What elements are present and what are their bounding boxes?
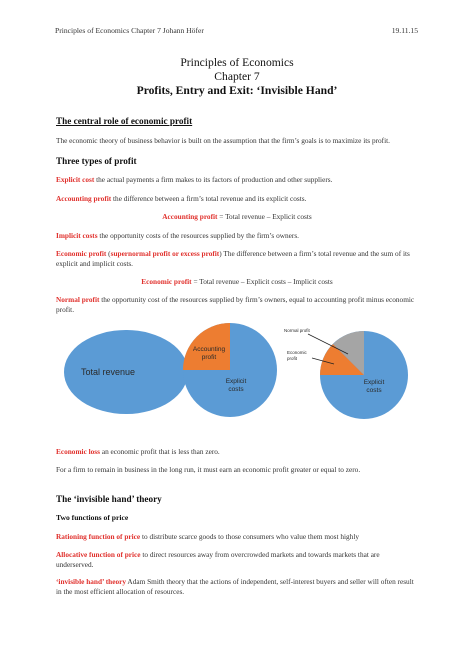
pie2-label-bottom2: costs xyxy=(228,386,244,393)
term-allocative: Allocative function of price xyxy=(56,550,141,559)
paragraph-invisible-hand-theory xyxy=(56,577,418,597)
heading-central-role: The central role of economic profit xyxy=(56,116,193,126)
title-line-1: Principles of Economics xyxy=(180,56,294,69)
text-explicit-cost: the actual payments a firm makes to its factors of production and other suppliers. xyxy=(94,175,333,184)
text-allocative: to direct resources away from overcrowded markets and towards markets that are underserved. xyxy=(56,550,380,569)
term-supernormal-profit: supernormal profit or excess profit xyxy=(110,249,220,258)
text-rationing: to distribute scarce goods to those consumers who value them most highly xyxy=(140,532,359,541)
subheading-functions-of-price: Two functions of price xyxy=(56,513,129,522)
paragraph-normal-profit xyxy=(56,295,418,315)
term-explicit-cost: Explicit cost xyxy=(56,175,95,184)
text-normal-profit: the opportunity cost of the resources supplied by firm’s owners, equal to accounting profit minus economic profit. xyxy=(56,295,415,314)
formula-economic-profit xyxy=(56,277,418,287)
formula-accounting-text: = Total revenue – Explicit costs xyxy=(217,212,312,221)
text-economic-loss: an economic profit that is less than zero. xyxy=(100,447,220,456)
document-title xyxy=(0,56,474,98)
formula-accounting-term: Accounting profit xyxy=(162,212,218,221)
paragraph-economic-profit xyxy=(56,249,418,269)
formula-accounting-profit xyxy=(56,212,418,222)
paragraph-accounting-profit xyxy=(56,194,418,204)
pie2-label-top2: profit xyxy=(201,354,217,361)
pie2-label-top1: Accounting xyxy=(192,346,226,353)
term-economic-loss: Economic loss xyxy=(56,447,100,456)
pie3-label-economic1: Economic xyxy=(287,350,307,355)
paragraph-economic-loss xyxy=(56,447,418,457)
term-normal-profit: Normal profit xyxy=(56,295,100,304)
page-header xyxy=(55,26,418,35)
pie-economic-profit xyxy=(282,320,412,420)
pie3-label-normal: Normal profit xyxy=(284,328,310,333)
term-economic-profit: Economic profit xyxy=(56,249,107,258)
heading-invisible-hand: The ‘invisible hand’ theory xyxy=(56,494,162,504)
term-implicit-costs: Implicit costs xyxy=(56,231,98,240)
term-accounting-profit: Accounting profit xyxy=(56,194,112,203)
paragraph-long-run: For a firm to remain in business in the long run, it must earn an economic profit greater or equal to zero. xyxy=(56,465,361,474)
pie3-label-economic2: profit xyxy=(287,356,298,361)
pie-accounting-profit xyxy=(174,320,286,420)
text-accounting-profit: the difference between a firm’s total revenue and its explicit costs. xyxy=(111,194,307,203)
paragraph-intro: The economic theory of business behavior is built on the assumption that the firm’s goals is to maximize its profit. xyxy=(56,136,390,145)
text-implicit-costs: the opportunity costs of the resources supplied by the firm’s owners. xyxy=(97,231,299,240)
paren-open: ( xyxy=(106,249,111,258)
formula-economic-term: Economic profit xyxy=(141,277,192,286)
text-economic-profit: ) The difference between a firm’s total revenue and the sum of its explicit and implicit costs. xyxy=(56,249,410,268)
header-date: 19.11.15 xyxy=(391,26,418,35)
heading-three-types: Three types of profit xyxy=(56,156,137,166)
paragraph-rationing xyxy=(56,532,418,542)
term-rationing: Rationing function of price xyxy=(56,532,141,541)
pie1-label: Total revenue xyxy=(80,367,136,377)
pie-total-revenue xyxy=(62,328,190,416)
term-invisible-hand: ‘invisible hand’ theory xyxy=(56,577,127,586)
text-invisible-hand: Adam Smith theory that the actions of independent, self-interest buyers and seller will often result in the most efficient allocation of resources. xyxy=(56,577,414,596)
title-line-2: Chapter 7 xyxy=(214,70,260,83)
paragraph-allocative xyxy=(56,550,418,570)
formula-economic-text: = Total revenue – Explicit costs – Implicit costs xyxy=(191,277,333,286)
paragraph-implicit-costs xyxy=(56,231,418,241)
pie3-label-bottom2: costs xyxy=(366,387,382,394)
paragraph-explicit-cost xyxy=(56,175,418,185)
pie3-label-bottom1: Explicit xyxy=(363,379,385,386)
pie2-label-bottom1: Explicit xyxy=(225,378,247,385)
title-line-3: Profits, Entry and Exit: ‘Invisible Hand’ xyxy=(136,84,338,97)
header-title: Principles of Economics Chapter 7 Johann Höfer xyxy=(55,26,204,35)
